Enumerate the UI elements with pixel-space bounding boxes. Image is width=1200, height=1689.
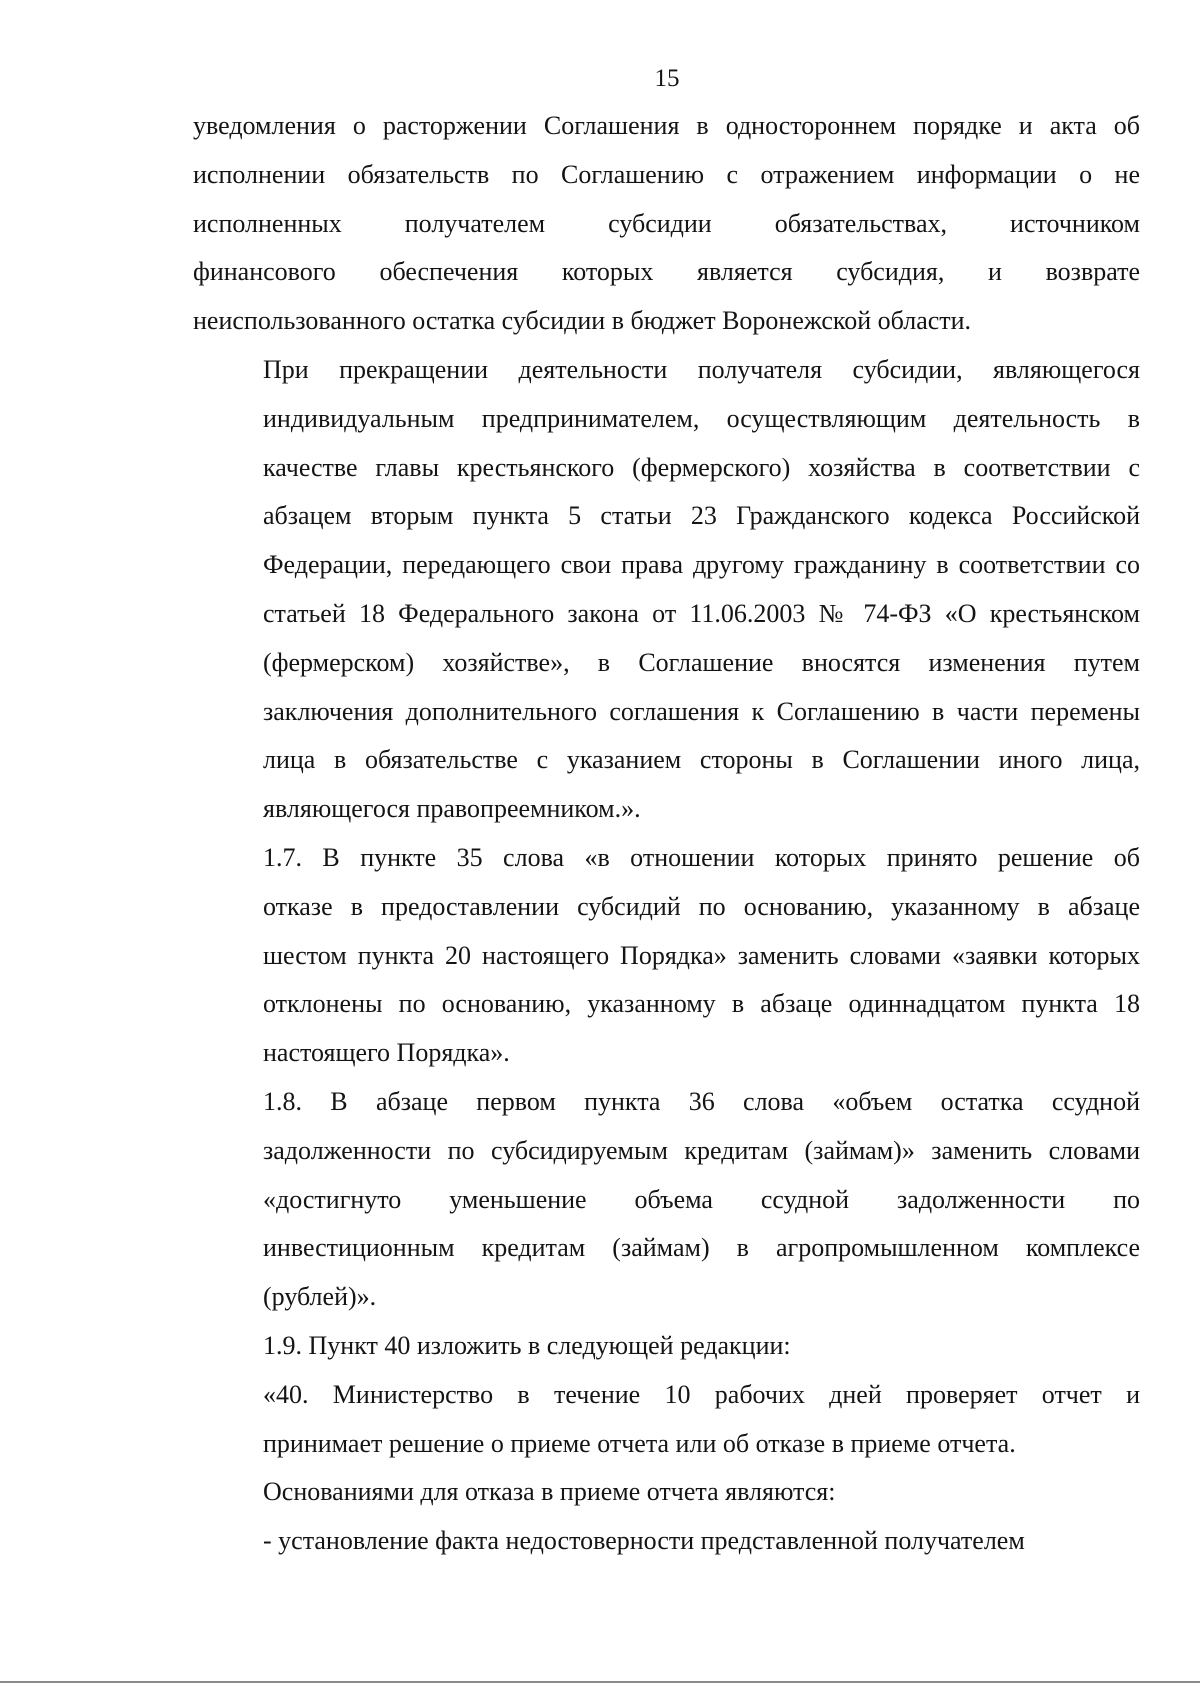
- paragraph: [193, 1078, 1140, 1322]
- text-line: неиспользованного остатка субсидии в бюджет Воронежской области.: [193, 306, 972, 336]
- text-line: При прекращении деятельности получателя субсидии, являющегося: [263, 354, 1140, 384]
- text-line: абзацем вторым пункта 5 статьи 23 Гражданского кодекса Российской: [263, 501, 1140, 531]
- text-line: инвестиционным кредитам (займам) в агропромышленном комплексе: [263, 1233, 1140, 1263]
- paragraph: [193, 1322, 1140, 1371]
- text-line: шестом пункта 20 настоящего Порядка» заменить словами «заявки которых: [263, 940, 1140, 970]
- text-line: заключения дополнительного соглашения к Соглашению в части перемены: [263, 696, 1140, 726]
- text-line: 1.9. Пункт 40 изложить в следующей редакции:: [263, 1330, 791, 1360]
- text-line: качестве главы крестьянского (фермерского) хозяйства в соответствии с: [263, 452, 1140, 482]
- text-line: 1.8. В абзаце первом пункта 36 слова «объем остатка ссудной: [263, 1086, 1140, 1116]
- paragraph: [193, 102, 1140, 346]
- text-line: (фермерском) хозяйстве», в Соглашение вносятся изменения путем: [263, 647, 1140, 677]
- text-line: 1.7. В пункте 35 слова «в отношении которых принято решение об: [263, 842, 1140, 872]
- document-body: [193, 102, 1140, 1566]
- text-line: (рублей)».: [263, 1282, 377, 1312]
- paragraph: [193, 1371, 1140, 1469]
- text-line: индивидуальным предпринимателем, осуществляющим деятельность в: [263, 403, 1140, 433]
- text-line: задолженности по субсидируемым кредитам (займам)» заменить словами: [263, 1135, 1140, 1165]
- text-line: статьей 18 Федерального закона от 11.06.2003 № 74-ФЗ «О крестьянском: [263, 598, 1140, 628]
- text-line: «достигнуто уменьшение объема ссудной задолженности по: [263, 1184, 1140, 1214]
- page-number: 15: [654, 65, 680, 92]
- paragraph: [193, 1517, 1140, 1566]
- text-line: настоящего Порядка».: [263, 1038, 510, 1068]
- text-line: финансового обеспечения которых является субсидия, и возврате: [193, 257, 1140, 287]
- text-line: исполненных получателем субсидии обязательствах, источником: [193, 208, 1140, 238]
- text-line: отказе в предоставлении субсидий по основанию, указанному в абзаце: [263, 891, 1140, 921]
- text-line: уведомления о расторжении Соглашения в одностороннем порядке и акта об: [193, 111, 1140, 140]
- text-line: принимает решение о приеме отчета или об отказе в приеме отчета.: [263, 1428, 1016, 1458]
- text-line: Федерации, передающего свои права другому гражданину в соответствии со: [263, 550, 1140, 580]
- paragraph: [193, 1468, 1140, 1517]
- scan-edge-divider: [0, 1681, 1200, 1683]
- paragraph: [193, 834, 1140, 1078]
- text-line: являющегося правопреемником.».: [263, 794, 641, 824]
- text-line: - установление факта недостоверности представленной получателем: [263, 1526, 1025, 1556]
- text-line: Основаниями для отказа в приеме отчета являются:: [263, 1477, 836, 1507]
- text-line: лица в обязательстве с указанием стороны в Соглашении иного лица,: [263, 745, 1140, 775]
- text-line: «40. Министерство в течение 10 рабочих дней проверяет отчет и: [263, 1379, 1140, 1409]
- paragraph: [193, 346, 1140, 834]
- text-line: исполнении обязательств по Соглашению с отражением информации о не: [193, 159, 1140, 189]
- text-line: отклонены по основанию, указанному в абзаце одиннадцатом пункта 18: [263, 989, 1140, 1019]
